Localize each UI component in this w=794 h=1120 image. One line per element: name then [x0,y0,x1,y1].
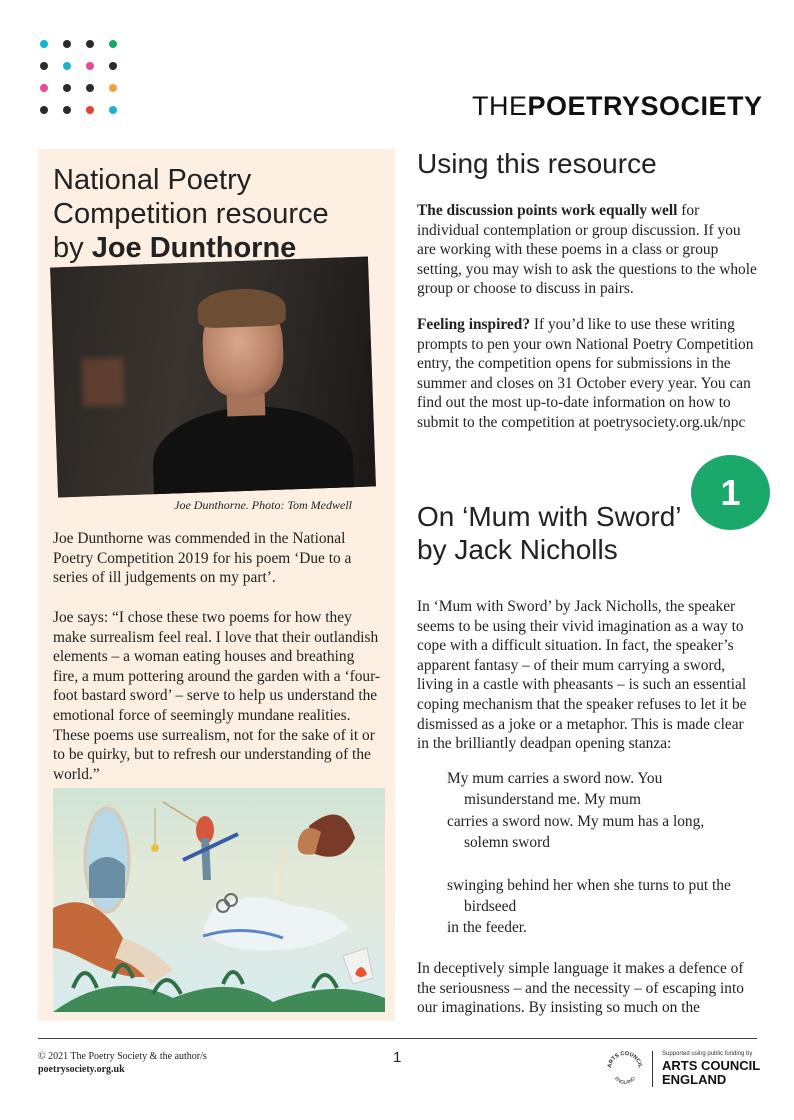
funding-note: Supported using public funding by [662,1051,753,1057]
brand-dot [86,106,94,114]
poetry-society-logo: THEPOETRYSOCIETY [472,91,763,121]
page-number: 1 [393,1049,402,1066]
resource-title: National Poetry Competition resource by Joe Dunthorne [53,164,329,264]
svg-text:ARTS COUNCIL: ARTS COUNCIL [606,1050,643,1069]
quote-paragraph: Joe says: “I chose these two poems for how they make surrealism feel real. I love that their outlandish elements – a woman eating houses and breathing fire, a mum pottering around the garden with a ‘four-foot bastard sword’ – serve to help us understand the emotional force of seemingly mundane realities. These poems use surrealism, not for the sake of it or to be quirky, but to refresh our understanding of the world.” [53,609,381,783]
heading-using-resource: Using this resource [417,148,657,179]
svg-text:ENGLAND: ENGLAND [613,1075,637,1087]
poem-excerpt: My mum carries a sword now. You misunderstand me. My mum carries a sword now. My mum has a long, solemn sword swinging behind her when she turns to put the birdseed in the feeder. [447,770,731,937]
brand-dot [63,40,71,48]
section-number-badge: 1 [691,455,770,530]
brand-dot [63,62,71,70]
brand-dot [109,84,117,92]
inspired-paragraph: Feeling inspired? If you’d like to use these writing prompts to pen your own National Poetry Competition entry, the competition opens for submissions in the summer and closes on 31 October every year. You can find out the most up-to-date information on how to submit to the competition at poetrysociety.org.uk/npc [417,316,754,431]
brand-dot [63,84,71,92]
author-photo [50,257,376,498]
logo-divider [652,1051,653,1087]
footer-copyright: © 2021 The Poetry Society & the author/s poetrysociety.org.uk [38,1051,207,1075]
brand-dot [40,62,48,70]
footer-url-link[interactable]: poetrysociety.org.uk [38,1064,125,1075]
brand-dot-grid [40,40,120,120]
brand-dot [86,40,94,48]
brand-dot [40,84,48,92]
arts-council-logo: ARTS COUNCIL ENGLAND [662,1058,761,1087]
brand-dot [109,106,117,114]
heading-mum-with-sword: On ‘Mum with Sword’ by Jack Nicholls [417,501,682,565]
discussion-paragraph: The discussion points work equally well for individual contemplation or group discussion. If you are working with these poems in a class or group setting, you may wish to ask the questions to the whole group or choose to discuss in pairs. [417,202,757,298]
brand-dot [86,84,94,92]
brand-dot [109,62,117,70]
intro-paragraph: Joe Dunthorne was commended in the National Poetry Competition 2019 for his poem ‘Due to a series of ill judgements on my part’. [53,530,352,587]
analysis-paragraph: In ‘Mum with Sword’ by Jack Nicholls, the speaker seems to be using their vivid imagination as a way to cope with a difficult situation. In fact, the speaker’s apparent fantasy – of their mum carrying a sword, living in a castle with pheasants – is such an essential coping mechanism that the speaker refuses to let it be dismissed as a joke or a metaphor. This is made clear in the brilliantly deadpan opening stanza: [417,598,747,753]
arts-council-seal-icon [606,1050,644,1088]
brand-dot [40,106,48,114]
brand-dot [63,106,71,114]
brand-dot [40,40,48,48]
photo-caption: Joe Dunthorne. Photo: Tom Medwell [174,498,352,512]
footer-divider [38,1038,757,1039]
brand-dot [86,62,94,70]
closing-paragraph: In deceptively simple language it makes a defence of the seriousness – and the necessity – of escaping into our imaginations. By insisting so much on the [417,960,744,1017]
illustration [53,788,385,1012]
brand-dot [109,40,117,48]
